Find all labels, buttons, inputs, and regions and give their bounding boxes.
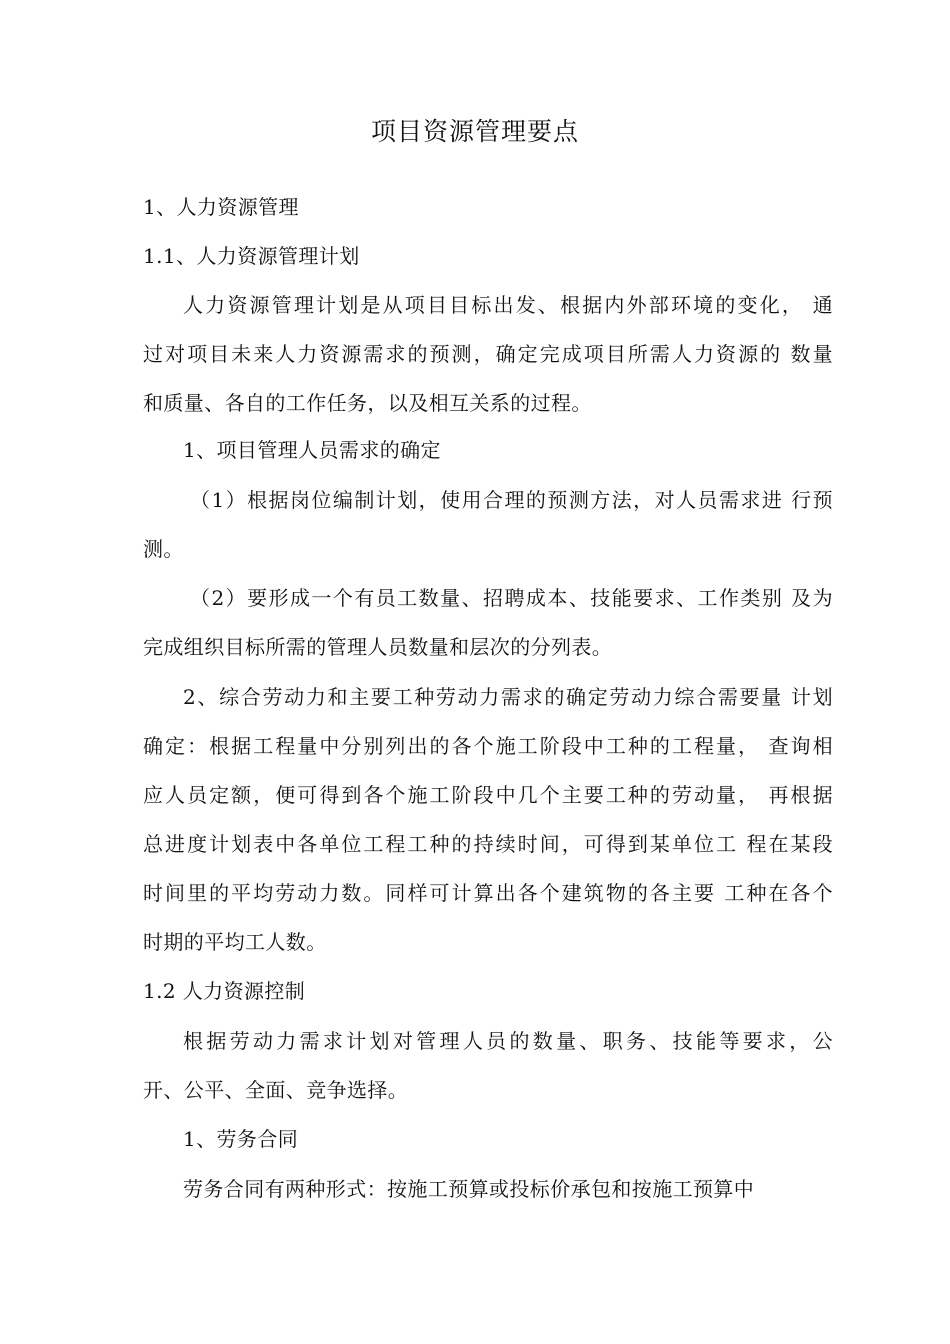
subsection-heading: 1.1、人力资源管理计划 xyxy=(143,244,360,268)
list-heading: 1、劳务合同 xyxy=(183,1127,299,1151)
paragraph-line: （1）根据岗位编制计划，使用合理的预测方法，对人员需求进 行预 xyxy=(190,488,833,512)
paragraph-line: 测。 xyxy=(143,537,184,561)
page-title: 项目资源管理要点 xyxy=(370,117,579,146)
paragraph-line: 确定：根据工程量中分别列出的各个施工阶段中工种的工程量， 查询相 xyxy=(143,734,833,758)
paragraph-line: 和质量、各自的工作任务，以及相互关系的过程。 xyxy=(143,391,592,415)
paragraph-line: 过对项目未来人力资源需求的预测，确定完成项目所需人力资源的 数量 xyxy=(143,342,833,366)
paragraph-line: 总进度计划表中各单位工程工种的持续时间，可得到某单位工 程在某段 xyxy=(143,832,833,856)
section-heading: 1、人力资源管理 xyxy=(143,195,299,219)
list-heading: 1、项目管理人员需求的确定 xyxy=(183,438,441,462)
paragraph-line: 劳务合同有两种形式：按施工预算或投标价承包和按施工预算中 xyxy=(183,1177,755,1201)
paragraph-line: 应人员定额，便可得到各个施工阶段中几个主要工种的劳动量， 再根据 xyxy=(143,783,833,807)
paragraph-line: （2）要形成一个有员工数量、招聘成本、技能要求、工作类别 及为 xyxy=(190,586,833,610)
paragraph-line: 完成组织目标所需的管理人员数量和层次的分列表。 xyxy=(143,635,613,659)
paragraph-line: 时期的平均工人数。 xyxy=(143,930,327,954)
paragraph-line: 开、公平、全面、竞争选择。 xyxy=(143,1078,409,1102)
paragraph-line: 人力资源管理计划是从项目目标出发、根据内外部环境的变化， 通 xyxy=(183,293,833,317)
paragraph-line: 根据劳动力需求计划对管理人员的数量、职务、技能等要求，公 xyxy=(183,1029,833,1053)
subsection-heading: 1.2 人力资源控制 xyxy=(143,979,306,1003)
paragraph-line: 时间里的平均劳动力数。同样可计算出各个建筑物的各主要 工种在各个 xyxy=(143,881,833,905)
paragraph-line: 2、综合劳动力和主要工种劳动力需求的确定劳动力综合需要量 计划 xyxy=(183,685,833,709)
